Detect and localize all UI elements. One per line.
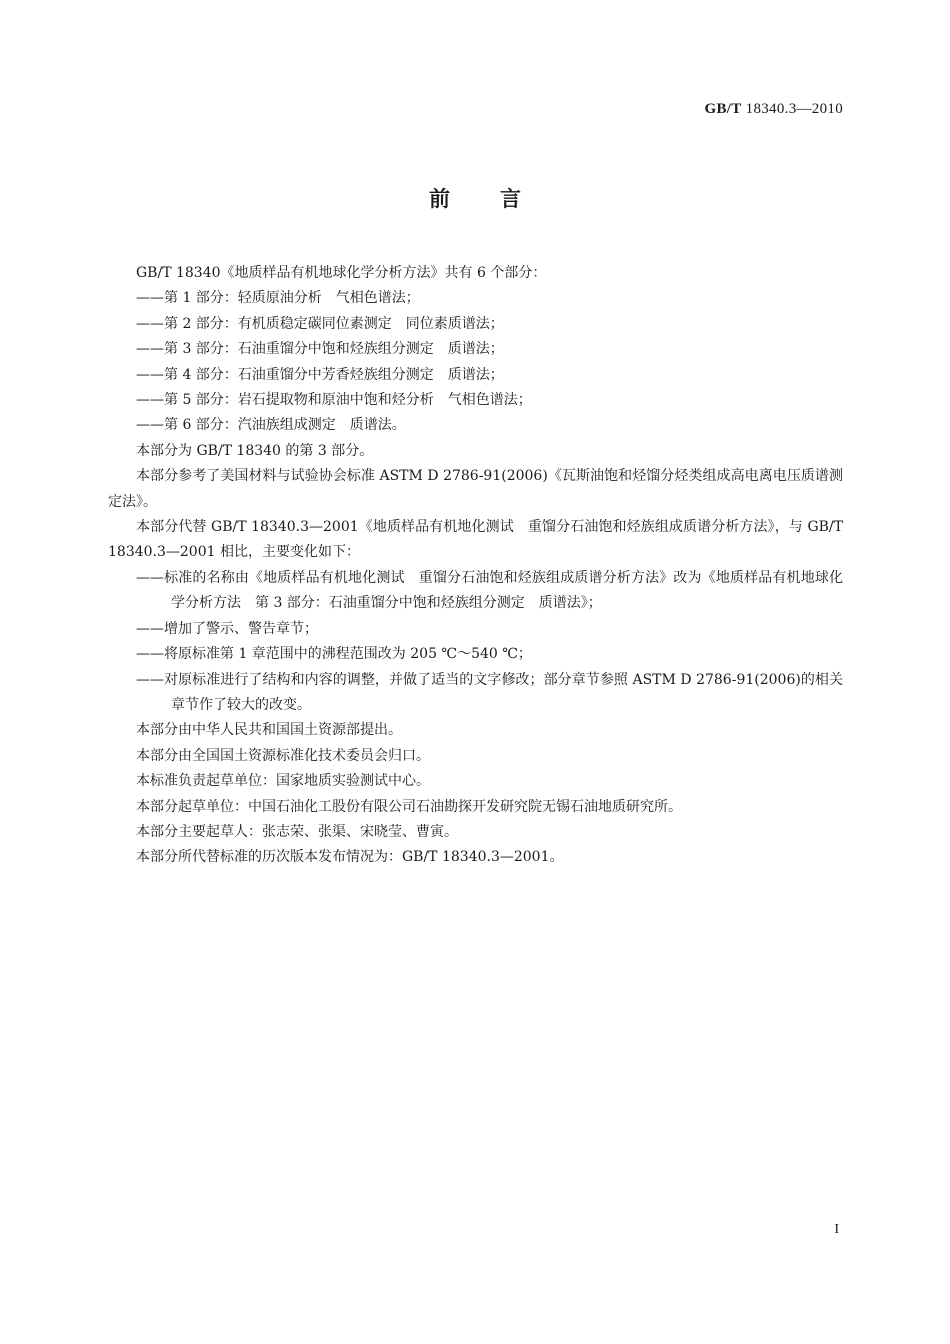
foreword-body [108, 261, 843, 871]
change-list-item: ——将原标准第 1 章范围中的沸程范围改为 205 ℃～540 ℃； [136, 646, 532, 663]
part-list-item: ——第 2 部分：有机质稳定碳同位素测定 同位素质谱法； [136, 315, 504, 332]
page-title: 前言 [429, 187, 571, 211]
change-list-item: ——标准的名称由《地质样品有机地化测试 重馏分石油饱和烃族组成质谱分析方法》改为《地质样品有机地球化学分析方法 第 3 部分：石油重馏分中饱和烃族组分测定 质谱法》； [136, 569, 843, 612]
proposed-paragraph: 本部分由中华人民共和国国土资源部提出。 [136, 722, 402, 739]
standard-code [705, 101, 843, 118]
part-list-item: ——第 1 部分：轻质原油分析 气相色谱法； [136, 290, 420, 307]
reference-paragraph: 本部分参考了美国材料与试验协会标准 ASTM D 2786-91(2006)《瓦斯油饱和烃馏分烃类组成高电离电压质谱测定法》。 [108, 468, 843, 510]
page-number: I [834, 1222, 839, 1237]
part-list-item: ——第 5 部分：岩石提取物和原油中饱和烃分析 气相色谱法； [136, 392, 532, 409]
drafting-unit-paragraph: 本部分起草单位：中国石油化工股份有限公司石油勘探开发研究院无锡石油地质研究所。 [136, 798, 682, 815]
centralized-paragraph: 本部分由全国国土资源标准化技术委员会归口。 [136, 747, 430, 764]
standard-code-prefix: GB/T [704, 101, 742, 117]
replaces-paragraph: 本部分代替 GB/T 18340.3—2001《地质样品有机地化测试 重馏分石油饱和烃族组成质谱分析方法》，与 GB/T 18340.3—2001 相比，主要变化如下： [108, 519, 843, 561]
change-list-item: ——增加了警示、警告章节； [136, 620, 318, 637]
intro-paragraph: GB/T 18340《地质样品有机地球化学分析方法》共有 6 个部分： [136, 265, 547, 281]
history-paragraph: 本部分所代替标准的历次版本发布情况为：GB/T 18340.3—2001。 [136, 849, 564, 866]
drafters-paragraph: 本部分主要起草人：张志荣、张渠、宋晓莹、曹寅。 [136, 823, 458, 840]
change-list-item: ——对原标准进行了结构和内容的调整，并做了适当的文字修改；部分章节参照 ASTM D 2786-91(2006)的相关章节作了较大的改变。 [136, 671, 843, 713]
part-list-item: ——第 6 部分：汽油族组成测定 质谱法。 [136, 417, 406, 434]
part-list-item: ——第 3 部分：石油重馏分中饱和烃族组分测定 质谱法； [136, 341, 504, 358]
this-part-paragraph: 本部分为 GB/T 18340 的第 3 部分。 [136, 442, 374, 459]
part-list-item: ——第 4 部分：石油重馏分中芳香烃族组分测定 质谱法； [136, 366, 504, 383]
responsible-paragraph: 本标准负责起草单位：国家地质实验测试中心。 [136, 773, 430, 790]
standard-code-number: 18340.3—2010 [745, 101, 843, 117]
